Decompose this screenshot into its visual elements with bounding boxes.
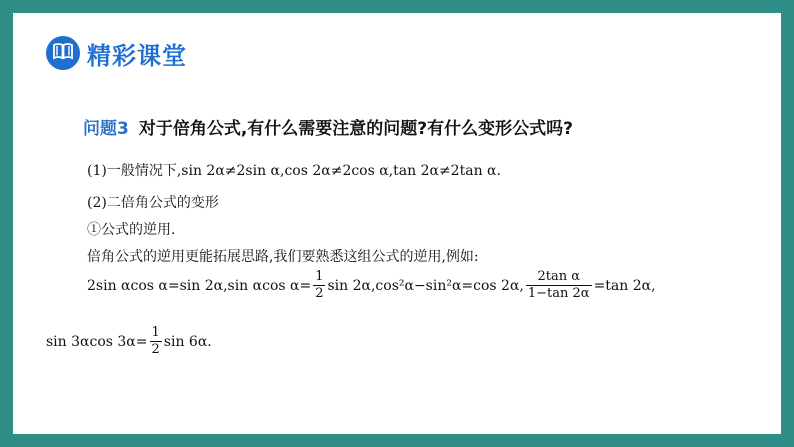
fraction-one-half (313, 269, 325, 302)
header-badge (46, 36, 80, 70)
formula-line-2 (46, 325, 212, 358)
section-header (46, 35, 187, 71)
slide (13, 13, 781, 434)
fraction-numerator: 2tan α (537, 269, 580, 284)
formula1-part3: =tan 2α, (593, 277, 656, 294)
formula2-part1: sin 3αcos 3α= (46, 333, 148, 350)
formula1-part1: 2sin αcos α=sin 2α,sin αcos α= (87, 277, 312, 294)
fraction-denominator: 2 (151, 342, 160, 357)
question-text: 对于倍角公式,有什么需要注意的问题?有什么变形公式吗? (138, 119, 574, 139)
open-book-icon (52, 42, 74, 64)
formula1-part2: sin 2α,cos²α−sin²α=cos 2α, (327, 277, 524, 294)
body-line-2: (2)二倍角公式的变形 (87, 195, 219, 211)
body-line-3: ①公式的逆用. (87, 222, 176, 238)
fraction-numerator: 1 (151, 325, 160, 340)
header-title: 精彩课堂 (87, 41, 187, 70)
question-label: 问题3 (83, 119, 129, 139)
fraction-denominator: 2 (315, 286, 324, 301)
fraction-numerator: 1 (315, 269, 324, 284)
question-line (83, 114, 573, 139)
body-line-1: (1)一般情况下,sin 2α≠2sin α,cos 2α≠2cos α,tan 2α≠2tan α. (87, 163, 501, 179)
fraction-denominator: 1−tan 2α (527, 286, 590, 301)
fraction-tan (526, 269, 592, 302)
body-line-4: 倍角公式的逆用更能拓展思路,我们要熟悉这组公式的逆用,例如: (87, 249, 479, 265)
formula-line-1 (87, 269, 656, 302)
fraction-one-half (150, 325, 162, 358)
formula2-part2: sin 6α. (163, 333, 212, 350)
